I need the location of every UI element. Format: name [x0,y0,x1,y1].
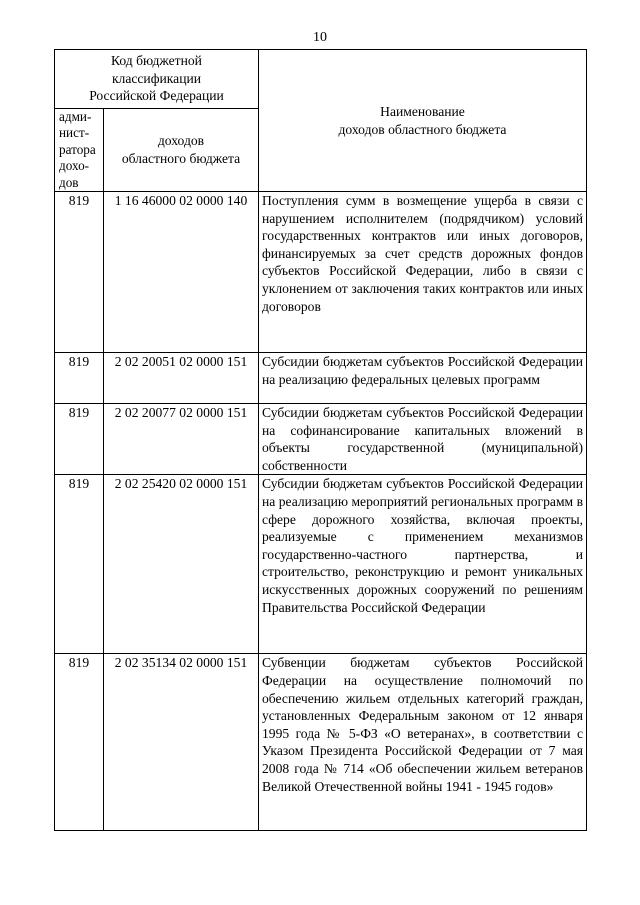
income-name-cell: Субвенции бюджетам субъектов Российской Федерации на осуществление полномочий по обеспечению жильем отдельных категорий граждан, установленных Федеральным законом от 12 января 1995 года № 5-ФЗ «О ветеранах», в соответствии с Указом Президента Российской Федерации от 7 мая 2008 года № 714 «Об обеспечении жильем ветеранов Великой Отечественной войны 1941 - 1945 годов» [259,654,587,831]
header-code-line: Российской Федерации [89,88,224,104]
header-code-line: Код бюджетной [111,53,202,68]
header-row-top [55,50,587,109]
income-code-cell: 2 02 25420 02 0000 151 [104,475,259,654]
budget-classification-table [54,49,587,831]
table-row [55,654,587,831]
admin-code-cell: 819 [55,654,104,831]
header-admin-line: ратора [59,141,96,157]
header-income-line: областного бюджета [121,151,241,167]
header-admin-line: нист- [59,125,90,141]
header-admin-line: дов [59,174,79,190]
page-number: 10 [313,30,327,45]
header-name-line: Наименование [380,103,465,119]
admin-code-cell: 819 [55,353,104,404]
header-name-line: доходов областного бюджета [338,121,507,137]
income-name-cell: Поступления сумм в возмещение ущерба в связи с нарушением исполнителем (подрядчиком) условий государственных контрактов или иных договоров, финансируемых за счет средств дорожных фондов субъектов Российской Федерации, либо в связи с уклонением от заключения таких контрактов или иных договоров [259,192,587,353]
income-code-cell: 2 02 20077 02 0000 151 [104,404,259,475]
table-row [55,475,587,654]
header-name [259,50,587,192]
table-row [55,353,587,404]
income-code-cell: 2 02 35134 02 0000 151 [104,654,259,831]
header-code-group [55,50,259,109]
income-code-cell: 2 02 20051 02 0000 151 [104,353,259,404]
admin-code-cell: 819 [55,404,104,475]
header-code-line: классификации [111,70,202,86]
income-name-cell: Субсидии бюджетам субъектов Российской Федерации на софинансирование капитальных вложений в объекты государственной (муниципальной) собственности [259,404,587,475]
header-admin [55,109,104,192]
income-name-cell: Субсидии бюджетам субъектов Российской Федерации на реализацию мероприятий региональных программ в сфере дорожного хозяйства, включая проекты, реализуемые с применением механизмов государственно-частного партнерства, и строительство, реконструкцию и ремонт уникальных искусственных дорожных сооружений по решениям Правительства Российской Федерации [259,475,587,654]
header-admin-line: дохо- [59,158,90,174]
table-row [55,404,587,475]
header-income-line: доходов [157,133,205,149]
admin-code-cell: 819 [55,192,104,353]
header-admin-line: адми- [59,109,92,124]
income-name-cell: Субсидии бюджетам субъектов Российской Федерации на реализацию федеральных целевых программ [259,353,587,404]
header-income [104,109,259,192]
table-row [55,192,587,353]
income-code-cell: 1 16 46000 02 0000 140 [104,192,259,353]
admin-code-cell: 819 [55,475,104,654]
